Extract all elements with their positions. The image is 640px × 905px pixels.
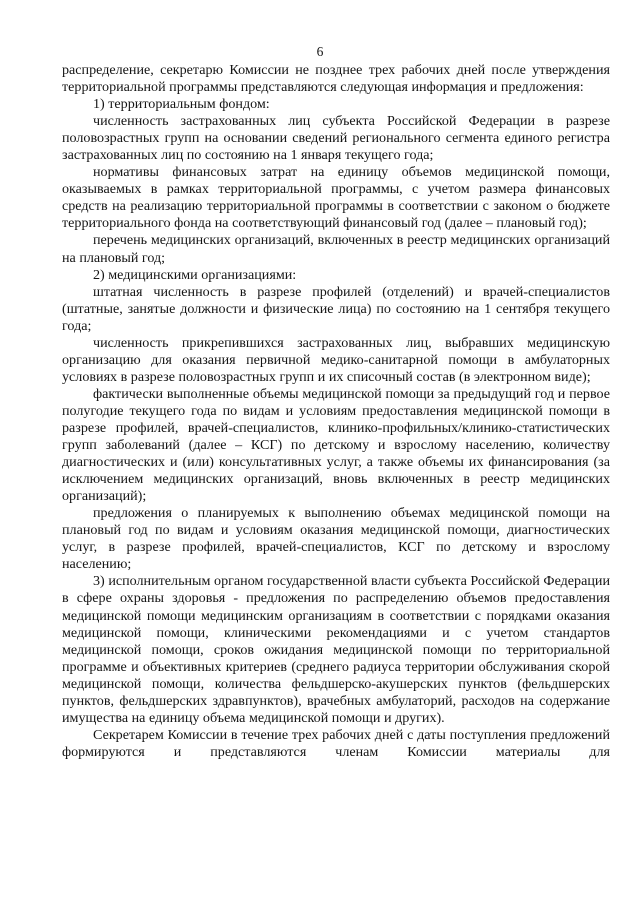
paragraph: перечень медицинских организаций, включенных в реестр медицинских организаций на плановый год; <box>62 232 610 266</box>
page-number: 6 <box>316 44 324 59</box>
paragraph: штатная численность в разрезе профилей (отделений) и врачей-специалистов (штатные, занятые должности и физические лица) по состоянию на 1 сентября текущего года; <box>62 283 610 334</box>
paragraph: численность прикрепившихся застрахованных лиц, выбравших медицинскую организацию для оказания первичной медико-санитарной помощи в амбулаторных условиях в разрезе половозрастных групп и их списочный состав (в электронном виде); <box>62 334 610 385</box>
paragraph: численность застрахованных лиц субъекта Российской Федерации в разрезе половозрастных групп на основании сведений регионального сегмента единого регистра застрахованных лиц по состоянию на 1 января текущего года; <box>62 113 610 164</box>
paragraph: фактически выполненные объемы медицинской помощи за предыдущий год и первое полугодие текущего года по видам и условиям предоставления медицинской помощи в разрезе профилей, врачей-специалистов, клинико-профильных/клинико-статистических групп заболеваний (далее – КСГ) по детскому и взрослому населению, количеству диагностических и (или) консультативных услуг, а также объемы их финансирования (за исключением медицинских организаций, вновь включенных в реестр медицинских организаций); <box>62 385 610 505</box>
paragraph: предложения о планируемых к выполнению объемах медицинской помощи на плановый год по видам и условиям оказания медицинской помощи, диагностических услуг, в разрезе профилей, врачей-специалистов, КСГ по детскому и взрослому населению; <box>62 505 610 573</box>
paragraph: Секретарем Комиссии в течение трех рабочих дней с даты поступления предложений формируются и представляются членам Комиссии материалы для <box>62 726 610 760</box>
paragraph: 3) исполнительным органом государственной власти субъекта Российской Федерации в сфере охраны здоровья - предложения по распределению объемов предоставления медицинской помощи медицинским организациям в соответствии с порядками оказания медицинской помощи, клиническими рекомендациями и с учетом стандартов медицинской помощи, сроков ожидания медицинской помощи по территориальной программе и объективных критериев (среднего радиуса территории обслуживания скорой медицинской помощи, количества фельдшерско-акушерских пунктов (фельдшерских пунктов, фельдшерских здравпунктов), врачебных амбулаторий, расходов на содержание имущества на единицу объема медицинской помощи и других). <box>62 573 610 726</box>
paragraph: 1) территориальным фондом: <box>93 96 270 113</box>
document-body <box>62 62 610 761</box>
paragraph: нормативы финансовых затрат на единицу объемов медицинской помощи, оказываемых в рамках территориальной программы, с учетом размера финансовых средств на реализацию территориальной программы в соответствии с законом о бюджете территориального фонда на соответствующий финансовый год (далее – плановый год); <box>62 164 610 232</box>
paragraph: распределение, секретарю Комиссии не позднее трех рабочих дней после утверждения территориальной программы представляются следующая информация и предложения: <box>62 62 610 96</box>
paragraph: 2) медицинскими организациями: <box>93 266 297 283</box>
